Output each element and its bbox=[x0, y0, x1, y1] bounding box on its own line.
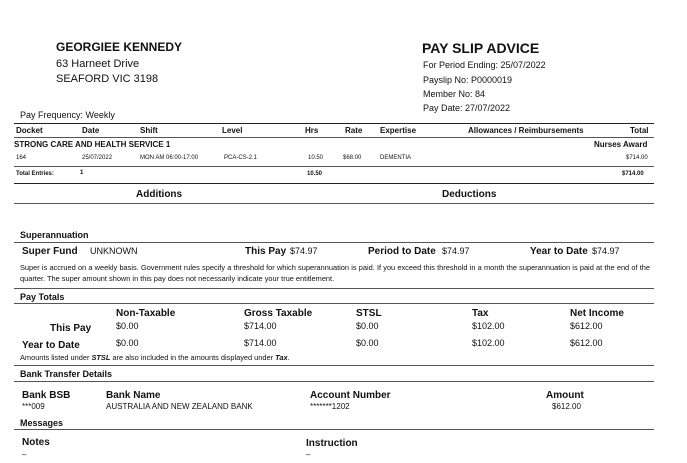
col-docket: Docket bbox=[16, 126, 43, 135]
super-note: Super is accrued on a weekly basis. Government rules specify a threshold for which superannuation is paid. If you exceed this threshold in a month the superannuation is paid at the end of the quarter. The super amount shown in this pay does not necessarily indicate your true entitlement. bbox=[20, 263, 650, 283]
col-rate: Rate bbox=[345, 126, 363, 135]
additions-heading: Additions bbox=[136, 189, 183, 200]
deductions-heading: Deductions bbox=[442, 189, 497, 200]
col-total: Total bbox=[630, 126, 649, 135]
totals-this-pay-label: This Pay bbox=[50, 323, 92, 334]
bank-bsb-label: Bank BSB bbox=[22, 390, 71, 401]
super-this-pay-label: This Pay bbox=[245, 246, 287, 257]
account-number-label: Account Number bbox=[310, 390, 391, 401]
instruction-value: – bbox=[306, 450, 311, 459]
row-shift: MON AM 06:00-17:00 bbox=[140, 155, 199, 161]
col-stsl: STSL bbox=[356, 308, 382, 319]
this-pay-net-income: $612.00 bbox=[570, 321, 603, 331]
totals-ytd-label: Year to Date bbox=[22, 340, 80, 351]
super-this-pay: $74.97 bbox=[290, 246, 318, 256]
employee-address-line2: SEAFORD VIC 3198 bbox=[56, 73, 159, 85]
col-gross-taxable: Gross Taxable bbox=[244, 308, 313, 319]
row-total: $714.00 bbox=[626, 155, 648, 161]
superannuation-heading: Superannuation bbox=[20, 230, 89, 240]
notes-value: – bbox=[22, 450, 27, 459]
amount-label: Amount bbox=[546, 390, 584, 401]
pay-totals-heading: Pay Totals bbox=[20, 292, 65, 302]
employee-address-line1: 63 Harneet Drive bbox=[56, 58, 140, 70]
col-level: Level bbox=[222, 126, 243, 135]
employee-name: GEORGIEE KENNEDY bbox=[56, 40, 183, 54]
col-hrs: Hrs bbox=[305, 126, 319, 135]
bank-name-value: AUSTRALIA AND NEW ZEALAND BANK bbox=[106, 402, 253, 411]
this-pay-gross-taxable: $714.00 bbox=[244, 321, 277, 331]
total-entries-value: 1 bbox=[80, 170, 84, 176]
total-entries-label: Total Entries: bbox=[16, 171, 54, 177]
col-date: Date bbox=[82, 126, 100, 135]
row-date: 25/07/2022 bbox=[82, 155, 113, 161]
this-pay-stsl: $0.00 bbox=[356, 321, 379, 331]
award-name: Nurses Award bbox=[594, 140, 648, 149]
pay-date: Pay Date: 27/07/2022 bbox=[423, 103, 511, 113]
totals-note: Amounts listed under STSL are also included in the amounts displayed under Tax. bbox=[20, 353, 290, 362]
row-rate: $68.00 bbox=[343, 155, 362, 161]
row-expertise: DEMENTIA bbox=[380, 155, 412, 161]
col-shift: Shift bbox=[140, 126, 158, 135]
total-hrs: 10.50 bbox=[307, 171, 323, 177]
employer-name: STRONG CARE AND HEALTH SERVICE 1 bbox=[14, 140, 171, 149]
bank-heading: Bank Transfer Details bbox=[20, 369, 113, 379]
grand-total: $714.00 bbox=[622, 171, 644, 177]
super-period: $74.97 bbox=[442, 246, 470, 256]
col-net-income: Net Income bbox=[570, 308, 624, 319]
account-number-value: *******1202 bbox=[310, 402, 350, 411]
ytd-tax: $102.00 bbox=[472, 338, 505, 348]
ytd-stsl: $0.00 bbox=[356, 338, 379, 348]
col-non-taxable: Non-Taxable bbox=[116, 308, 176, 319]
col-tax: Tax bbox=[472, 308, 489, 319]
amount-value: $612.00 bbox=[552, 402, 581, 411]
super-ytd: $74.97 bbox=[592, 246, 620, 256]
row-docket: 164 bbox=[16, 155, 27, 161]
super-fund-value: UNKNOWN bbox=[90, 246, 138, 256]
super-fund-label: Super Fund bbox=[22, 246, 78, 257]
this-pay-non-taxable: $0.00 bbox=[116, 321, 139, 331]
row-level: PCA-CS-2.1 bbox=[224, 155, 258, 161]
bank-name-label: Bank Name bbox=[106, 390, 161, 401]
slip-title: PAY SLIP ADVICE bbox=[422, 40, 540, 56]
super-period-label: Period to Date bbox=[368, 246, 436, 257]
ytd-net-income: $612.00 bbox=[570, 338, 603, 348]
messages-heading: Messages bbox=[20, 418, 64, 428]
ytd-non-taxable: $0.00 bbox=[116, 338, 139, 348]
col-expertise: Expertise bbox=[380, 126, 417, 135]
instruction-label: Instruction bbox=[306, 438, 358, 449]
bank-bsb-value: ***009 bbox=[22, 402, 45, 411]
col-allowances: Allowances / Reimbursements bbox=[468, 126, 584, 135]
member-number: Member No: 84 bbox=[423, 89, 486, 99]
super-ytd-label: Year to Date bbox=[530, 246, 588, 257]
payslip-number: Payslip No: P0000019 bbox=[423, 75, 513, 85]
notes-label: Notes bbox=[22, 437, 50, 448]
pay-frequency: Pay Frequency: Weekly bbox=[20, 110, 115, 120]
row-hrs: 10.50 bbox=[308, 155, 324, 161]
period-ending: For Period Ending: 25/07/2022 bbox=[423, 60, 546, 70]
this-pay-tax: $102.00 bbox=[472, 321, 505, 331]
ytd-gross-taxable: $714.00 bbox=[244, 338, 277, 348]
